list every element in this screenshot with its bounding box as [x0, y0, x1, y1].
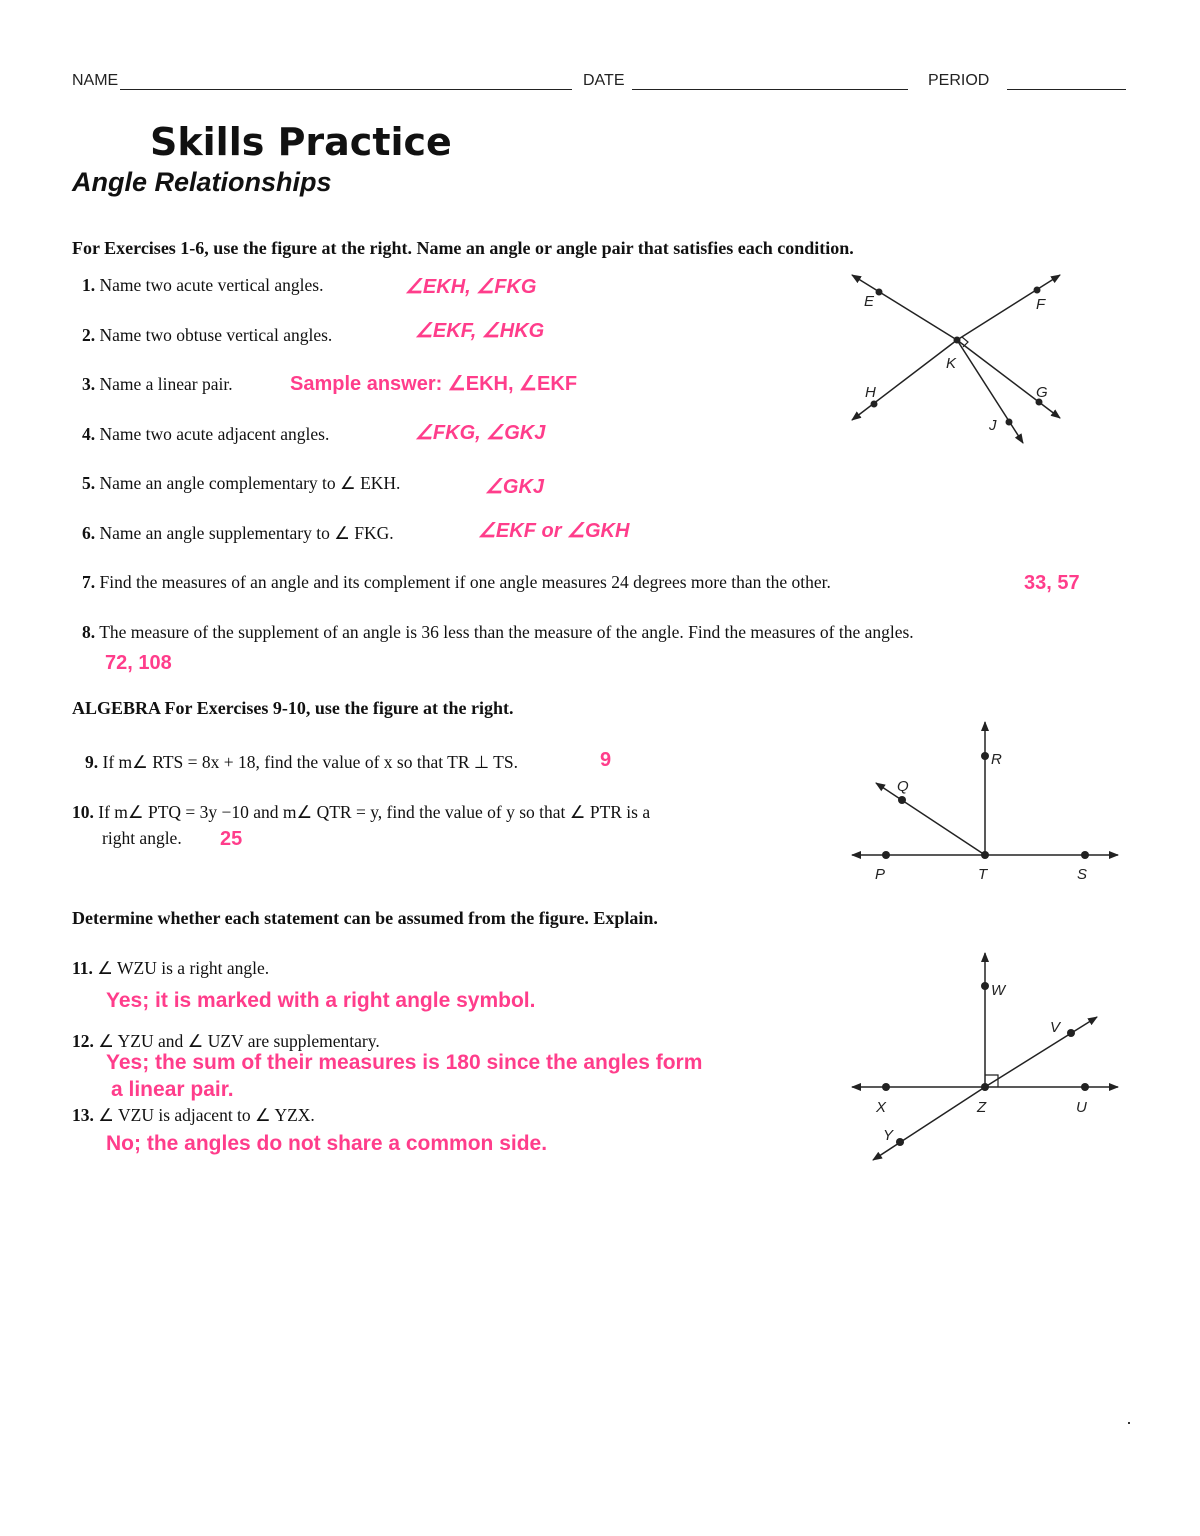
question-9: 9. If m∠ RTS = 8x + 18, find the value of x so that TR ⊥ TS.: [85, 752, 518, 772]
section3-instructions: Determine whether each statement can be assumed from the figure. Explain.: [72, 908, 658, 928]
answer-8: 72, 108: [105, 652, 172, 674]
page-mark: [1128, 1422, 1130, 1424]
label-f: F: [1036, 296, 1046, 313]
ray-kh: [852, 340, 957, 420]
label-k: K: [946, 355, 957, 372]
answer-7: 33, 57: [1024, 572, 1080, 594]
answer-10: 25: [220, 828, 243, 850]
page-subtitle: Angle Relationships: [72, 167, 332, 197]
question-6: 6. Name an angle supplementary to ∠ FKG.: [82, 523, 394, 543]
answer-9: 9: [600, 749, 612, 771]
ray-zv: [985, 1017, 1097, 1087]
label-x: X: [876, 1099, 887, 1116]
point-h: [871, 401, 878, 408]
label-w: W: [991, 982, 1006, 999]
section2-instructions: ALGEBRA For Exercises 9-10, use the figure at the right.: [72, 698, 514, 718]
answer-5: ∠GKJ: [485, 476, 545, 498]
section1-instructions: For Exercises 1-6, use the figure at the right. Name an angle or angle pair that satisfies each condition.: [72, 238, 854, 258]
answer-11: Yes; it is marked with a right angle symbol.: [106, 989, 536, 1012]
point-x: [882, 1083, 890, 1091]
point-p: [882, 851, 890, 859]
point-s: [1081, 851, 1089, 859]
label-z: Z: [977, 1099, 987, 1116]
label-e: E: [864, 293, 875, 310]
point-w: [981, 982, 989, 990]
answer-4: ∠FKG, ∠GKJ: [415, 422, 546, 444]
point-v: [1067, 1029, 1075, 1037]
answer-13: No; the angles do not share a common side.: [106, 1132, 548, 1155]
figure-perpendicular-rays: [845, 715, 1125, 885]
label-t: T: [978, 866, 988, 883]
question-10: 10. If m∠ PTQ = 3y −10 and m∠ QTR = y, find the value of y so that ∠ PTR is a: [72, 802, 651, 822]
question-8: 8. The measure of the supplement of an angle is 36 less than the measure of the angle. Find the measures of the angles.: [82, 622, 914, 642]
question-1: 1. Name two acute vertical angles.: [82, 275, 324, 295]
answer-12: Yes; the sum of their measures is 180 since the angles form: [106, 1051, 703, 1074]
point-j: [1006, 419, 1013, 426]
ray-kg: [957, 340, 1060, 418]
label-u: U: [1076, 1099, 1087, 1116]
question-4: 4. Name two acute adjacent angles.: [82, 424, 330, 444]
period-field[interactable]: [1007, 89, 1126, 90]
label-p: P: [875, 866, 886, 883]
question-2: 2. Name two obtuse vertical angles.: [82, 325, 333, 345]
question-11: 11. ∠ WZU is a right angle.: [72, 958, 270, 978]
label-q: Q: [897, 778, 909, 795]
ray-tq: [876, 783, 985, 855]
label-g: G: [1036, 384, 1048, 401]
page-title: Skills Practice: [150, 120, 452, 164]
question-12: 12. ∠ YZU and ∠ UZV are supplementary.: [72, 1031, 380, 1051]
name-label: NAME: [72, 72, 119, 89]
point-u: [1081, 1083, 1089, 1091]
label-v: V: [1050, 1019, 1061, 1036]
answer-6: ∠EKF or ∠GKH: [478, 520, 630, 542]
question-10-line2: right angle.: [102, 828, 182, 848]
answer-2: ∠EKF, ∠HKG: [415, 320, 545, 342]
point-z: [981, 1083, 989, 1091]
figure-linear-pair: [845, 950, 1125, 1165]
answer-3: Sample answer: ∠EKH, ∠EKF: [290, 373, 578, 395]
date-label: DATE: [583, 72, 625, 89]
right-angle-mark: [962, 337, 968, 347]
name-field[interactable]: [120, 89, 572, 90]
label-y: Y: [883, 1127, 894, 1144]
point-y: [896, 1138, 904, 1146]
label-r: R: [991, 751, 1002, 768]
label-s: S: [1077, 866, 1088, 883]
figure-intersecting-lines: [840, 265, 1080, 455]
point-k: [954, 337, 961, 344]
answer-12-line2: a linear pair.: [111, 1078, 234, 1101]
point-f: [1034, 287, 1041, 294]
point-t: [981, 851, 989, 859]
label-j: J: [989, 417, 997, 434]
point-e: [876, 289, 883, 296]
date-field[interactable]: [632, 89, 908, 90]
period-label: PERIOD: [928, 72, 990, 89]
point-q: [898, 796, 906, 804]
question-3: 3. Name a linear pair.: [82, 374, 233, 394]
question-13: 13. ∠ VZU is adjacent to ∠ YZX.: [72, 1105, 315, 1125]
question-5: 5. Name an angle complementary to ∠ EKH.: [82, 473, 401, 493]
label-h: H: [865, 384, 876, 401]
point-r: [981, 752, 989, 760]
question-7: 7. Find the measures of an angle and its complement if one angle measures 24 degrees more than the other.: [82, 572, 831, 592]
answer-1: ∠EKH, ∠FKG: [405, 276, 537, 298]
ray-zy: [873, 1087, 985, 1160]
